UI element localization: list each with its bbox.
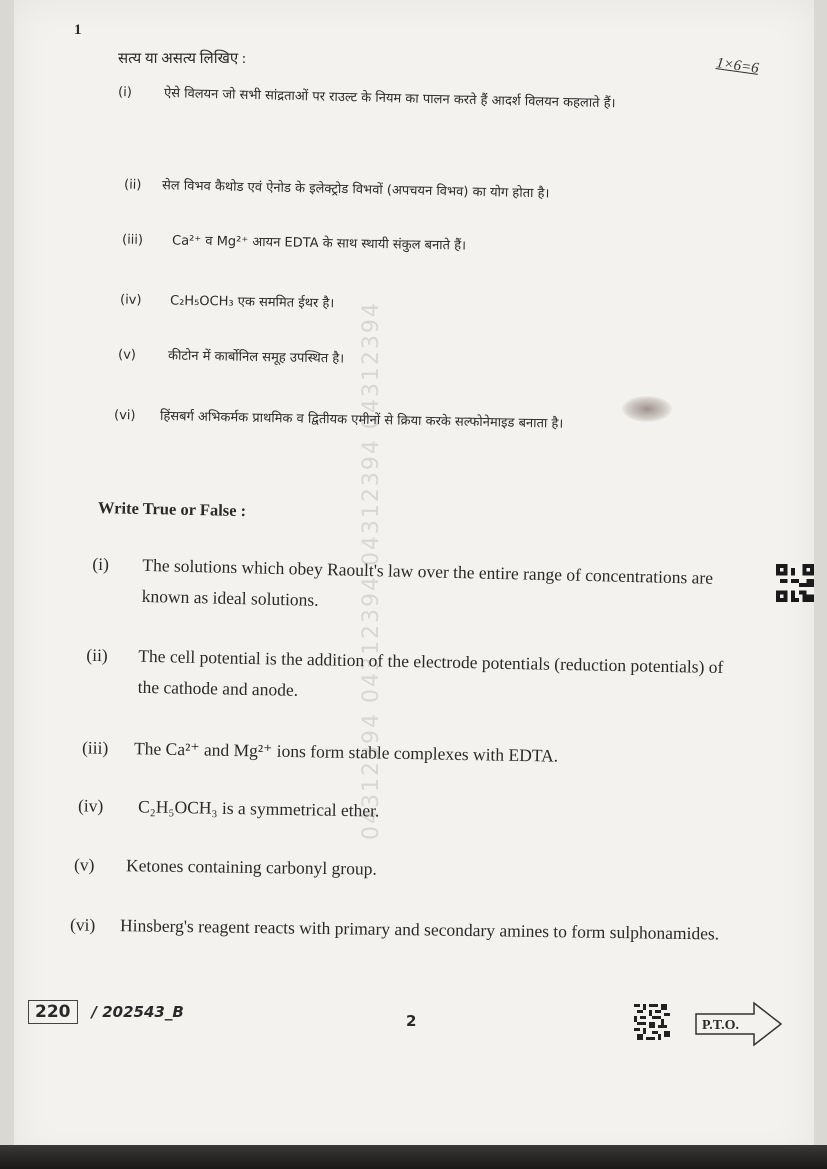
page-number: 2 (406, 1012, 417, 1030)
item-number: (ii) (86, 644, 108, 666)
english-item-4 (78, 790, 728, 832)
hindi-heading: सत्य या असत्य लिखिए : (118, 51, 247, 67)
item-number: (iii) (81, 737, 109, 758)
item-text: सेल विभव कैथोड एवं ऐनोड के इलेक्ट्रोड विभवों (अपचयन विभव) का योग होता है। (161, 178, 550, 202)
item-text: The Ca²⁺ and Mg²⁺ ions form stable complexes with EDTA. (133, 738, 559, 766)
item-number: (v) (117, 347, 137, 363)
ink-stain (622, 396, 672, 422)
paper-set-code: / 202543_B (91, 1003, 184, 1021)
item-text: C₂H₅OCH₃ एक सममित ईथर है। (169, 293, 335, 312)
item-number: (i) (117, 84, 133, 101)
hindi-item-2 (124, 172, 744, 213)
watermark: 04312394 04312394 04312394 04312394 (359, 301, 384, 840)
scan-bottom-edge (0, 1145, 827, 1169)
item-number: (ii) (123, 177, 142, 193)
item-text: ऐसे विलयन जो सभी सांद्रताओं पर राउल्ट के नियम का पालन करते हैं आदर्श विलयन कहलाते हैं। (163, 86, 616, 112)
english-item-3 (82, 732, 732, 774)
exam-page (14, 0, 814, 1160)
paper-code-box: 220 (28, 1000, 78, 1024)
item-text: Hinsberg's reagent reacts with primary and secondary amines to form sulphonamides. (119, 915, 720, 944)
hindi-item-3 (122, 227, 742, 266)
item-number: (iv) (119, 292, 142, 308)
item-text: हिंसबर्ग अभिकर्मक प्राथमिक व द्वितीयक एमीनों से क्रिया करके सल्फोनेमाइड बनाता है। (159, 408, 564, 432)
pto-label: P.T.O. (702, 1018, 739, 1033)
hindi-item-5 (118, 342, 738, 381)
item-text: The solutions which obey Raoult's law over the entire range of concentrations are known as ideal solutions. (141, 554, 714, 610)
hindi-item-1 (118, 79, 738, 121)
hindi-item-4 (120, 287, 740, 326)
item-text: कीटोन में कार्बोनिल समूह उपस्थित है। (167, 348, 345, 367)
item-number: (i) (92, 553, 110, 575)
item-number: (vi) (113, 408, 136, 424)
item-text: Ca²⁺ व Mg²⁺ आयन EDTA के साथ स्थायी संकुल बनाते हैं। (171, 233, 467, 254)
english-item-1 (91, 549, 732, 626)
item-number: (vi) (69, 914, 96, 935)
item-number: (v) (73, 854, 95, 875)
item-number: (iii) (121, 232, 144, 248)
marks-allocation: 1×6=6 (715, 55, 760, 77)
paper-code (28, 1000, 184, 1024)
english-item-6 (70, 909, 725, 949)
item-text: Ketones containing carbonyl group. (125, 855, 377, 879)
item-text: C₂H₅OCH₃ is a symmetrical ether. (137, 796, 380, 821)
barcode-icon (634, 1004, 670, 1040)
item-number: (iv) (77, 795, 104, 816)
qr-code-icon (776, 564, 814, 602)
english-item-2 (85, 640, 731, 714)
english-item-5 (74, 849, 724, 889)
item-text: The cell potential is the addition of the electrode potentials (reduction potentials) of the cathode and anode. (137, 645, 724, 700)
english-heading: Write True or False : (97, 498, 247, 521)
question-number: 1 (74, 22, 82, 38)
